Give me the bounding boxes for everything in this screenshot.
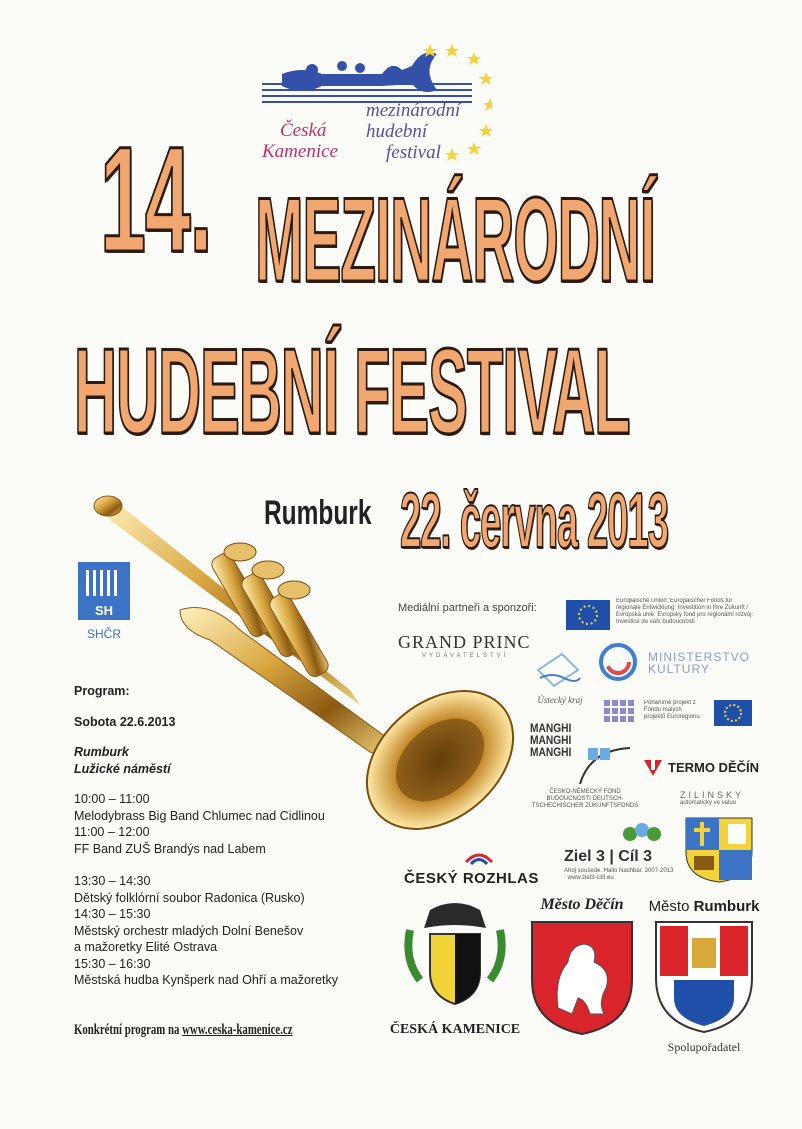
decin-lion-arms-icon xyxy=(528,918,636,1036)
eu-fund-logo xyxy=(566,598,756,632)
program-link-prefix: Konkrétní program na xyxy=(74,1022,180,1038)
ceska-kamenice-logo xyxy=(380,900,530,1040)
shcr-emblem-icon xyxy=(76,560,132,622)
program-item xyxy=(74,857,404,873)
zukunftsfonds-emblem-icon xyxy=(530,744,640,784)
event-date: 22. června 2013 xyxy=(400,476,668,564)
mesto-rumburk-prefix: Město xyxy=(648,898,690,915)
rozhlas-label: ČESKÝ ROZHLAS xyxy=(404,870,539,887)
headline-line1: MEZINÁRODNÍ xyxy=(255,173,655,307)
program-item: 14:30 – 15:30 xyxy=(74,907,151,921)
ziel3-label: Ziel 3 | Cíl 3 xyxy=(564,848,653,865)
manghi-line: MANGHI xyxy=(530,721,572,735)
euroregion-logo xyxy=(604,698,704,730)
ministerstvo-line1: MINISTERSTVO xyxy=(648,650,751,664)
zukunftsfonds-logo xyxy=(530,744,640,808)
ustecky-kraj-logo xyxy=(532,650,588,712)
puzzle-icon xyxy=(622,822,662,846)
mesto-decin-logo xyxy=(524,896,640,1046)
program-item: FF Band ZUŠ Brandýs nad Labem xyxy=(74,841,266,856)
logo-fest-line3: festival xyxy=(386,142,441,163)
program-place-line2: Lužické náměstí xyxy=(74,761,171,776)
program-item: 13:30 – 14:30 xyxy=(74,874,151,888)
ministerstvo-kultury-logo xyxy=(598,642,758,684)
headline-number: 14. xyxy=(100,115,212,283)
grand-princ-name: GRAND PRINC xyxy=(398,632,531,652)
headline-line2: HUDEBNÍ FESTIVAL xyxy=(74,323,630,459)
program-heading: Program: xyxy=(74,684,130,698)
ceska-kamenice-label: ČESKÁ KAMENICE xyxy=(389,1022,521,1037)
grand-princ-sub: VYDAVATELSTVÍ xyxy=(422,653,509,659)
ziel3-logo xyxy=(564,822,674,886)
program-item: 15:30 – 16:30 xyxy=(74,956,151,971)
termo-decin-logo xyxy=(642,756,762,780)
program-place-line1: Rumburk xyxy=(74,745,129,759)
rumburk-arms-icon xyxy=(652,918,756,1034)
program-item: Městská hudba Kynšperk nad Ohří a mažoretky xyxy=(74,973,339,987)
eu-flag-icon xyxy=(566,600,610,630)
logo-fest-line2: hudební xyxy=(366,121,428,142)
ustecky-kraj-label: Ústecký kraj xyxy=(537,695,583,705)
program-item: Dětský folklórní soubor Radonica (Rusko) xyxy=(74,890,305,905)
ministerstvo-emblem-icon xyxy=(598,642,638,682)
mesto-rumburk-logo xyxy=(648,898,760,1058)
regional-coat-of-arms-icon xyxy=(684,816,754,884)
logo-festival-name xyxy=(366,100,460,163)
spoluporadatel-label: Spolupořadatel xyxy=(667,1040,741,1054)
ziel3-sub: Ahoj sousede. Hallo Nachbar. 2007-2013 · www.ziel3-cil3.eu xyxy=(564,868,674,881)
mesto-rumburk-label xyxy=(648,898,760,915)
rozhlas-icon xyxy=(464,850,494,866)
shcr-label: SHČR xyxy=(86,627,121,641)
program-link[interactable]: www.ceska-kamenice.cz xyxy=(182,1022,293,1038)
manghi-line: MANGHI xyxy=(530,733,572,747)
logo-city-line1: Česká xyxy=(280,120,327,141)
shcr-logo xyxy=(76,560,132,652)
logo-fest-line1: mezinárodní xyxy=(366,100,461,121)
termo-icon xyxy=(642,756,664,778)
program-link-line xyxy=(74,1022,292,1039)
termo-label: TERMO DĚČÍN xyxy=(668,760,759,775)
program-day: Sobota 22.6.2013 xyxy=(74,714,176,729)
zilinsky-logo xyxy=(680,790,756,807)
logo-city-name xyxy=(262,120,338,162)
svg-text:SH: SH xyxy=(94,603,114,618)
mesto-decin-label: Město Děčín xyxy=(540,896,624,913)
euroregion-grid-icon xyxy=(604,700,638,728)
euroregion-text: Poháníme projekt z Fondu malých projektů Euroregionu xyxy=(644,700,700,720)
festival-logo xyxy=(262,40,522,170)
ustecky-kraj-icon xyxy=(532,650,582,690)
zilinsky-label: ZILINSKY xyxy=(680,790,745,800)
location-label: Rumburk xyxy=(264,494,372,532)
program-item: a mažoretky Elité Ostrava xyxy=(74,940,218,954)
program-item: Městský orchestr mladých Dolní Benešov xyxy=(74,923,304,938)
program-item: 10:00 – 11:00 xyxy=(74,792,150,806)
eu-fund-text: Europäische Union: Europäischer Fonds für regionale Entwicklung: Investition in Ihre Zukunft / Evropská unie: Evropský fond pro regionální rozvoj: Investice do vaší budoucnosti xyxy=(616,598,754,625)
zukunftsfonds-text: ČESKO-NĚMECKÝ FOND BUDOUCNOSTI DEUTSCH-TSCHECHISCHER ZUKUNFTSFONDS xyxy=(531,789,639,809)
program-item: Melodybrass Big Band Chlumec nad Cidlinou xyxy=(74,808,325,823)
ministerstvo-line2: KULTURY xyxy=(648,662,710,676)
mesto-rumburk-name: Rumburk xyxy=(693,898,760,915)
program-block xyxy=(74,683,404,989)
ceska-kamenice-arms-icon xyxy=(400,900,510,1010)
eu-flag-small-icon xyxy=(714,700,752,726)
grand-princ-logo xyxy=(398,632,538,659)
media-partners-label: Mediální partneři a sponzoři: xyxy=(398,602,537,614)
program-item: 11:00 – 12:00 xyxy=(74,825,150,839)
cesky-rozhlas-logo xyxy=(404,850,554,890)
logo-city-line2: Kamenice xyxy=(262,141,338,162)
zilinsky-sub: automaticky ve valuu xyxy=(680,800,737,806)
manghi-line: MANGHI xyxy=(530,745,572,759)
